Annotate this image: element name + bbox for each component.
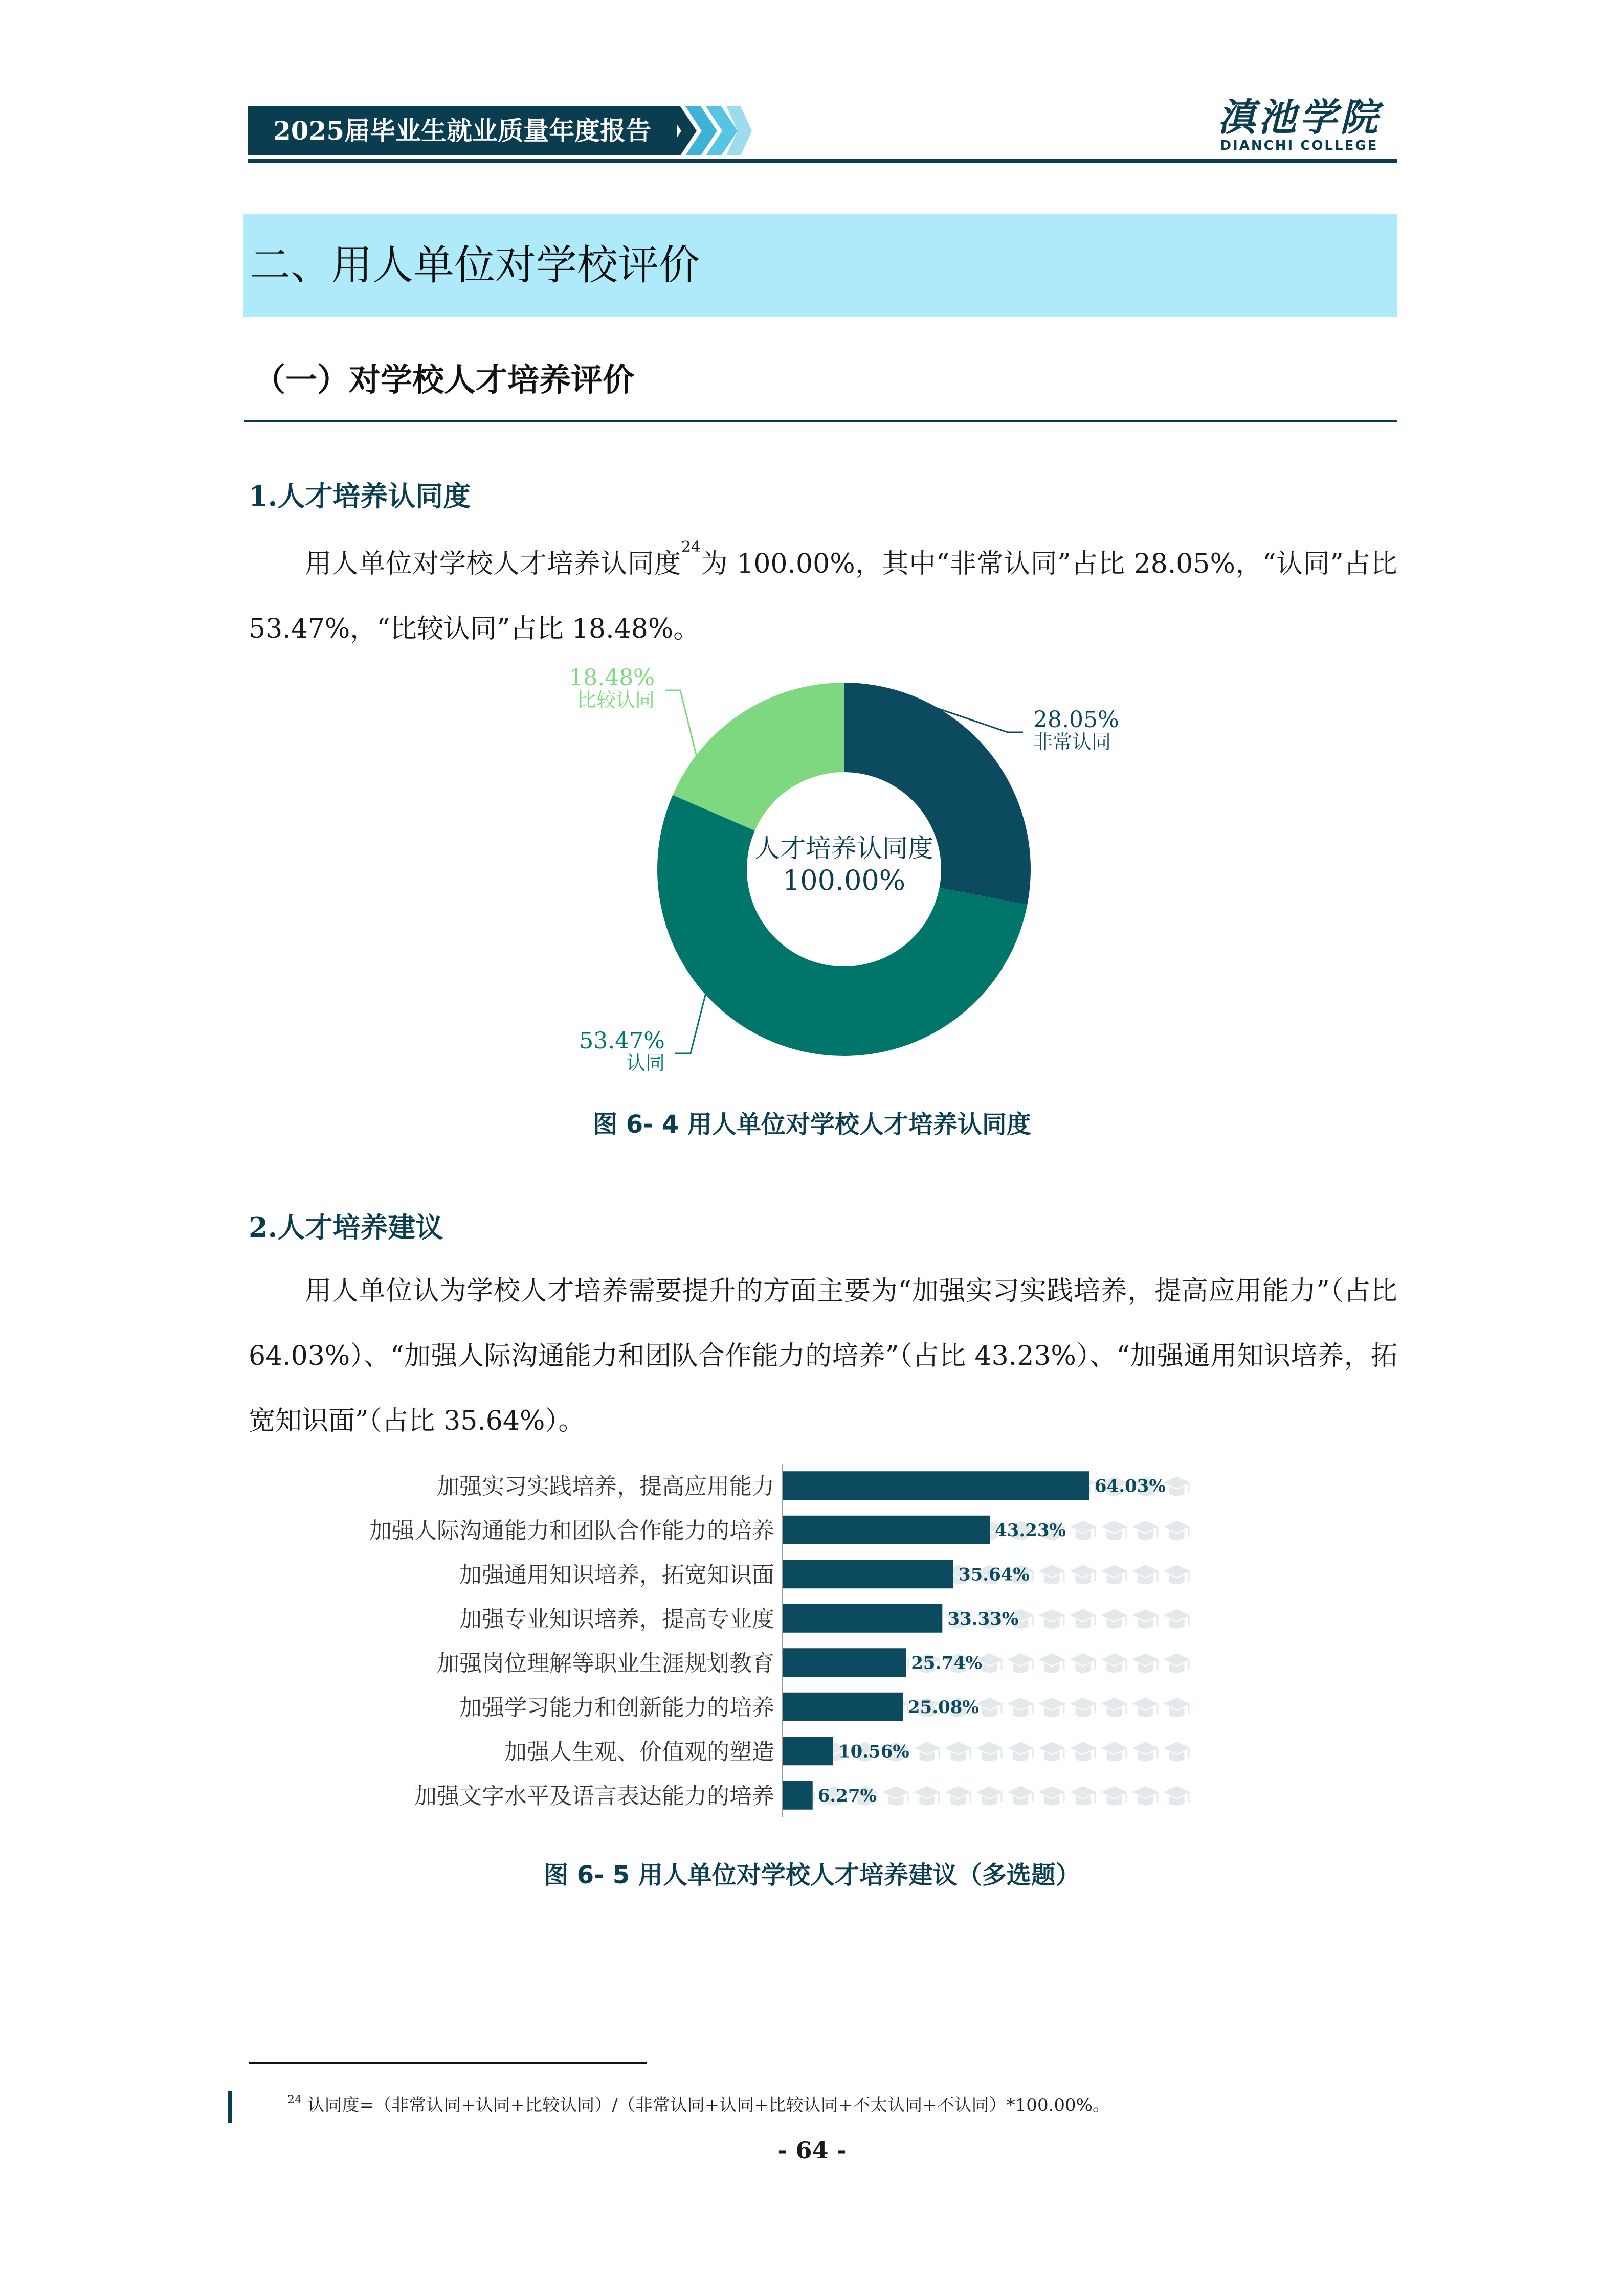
donut-chart	[563, 660, 1125, 1084]
graduation-cap-icon	[1132, 1653, 1159, 1673]
subsection-title: （一）对学校人才培养评价	[254, 361, 635, 398]
footnote-marker	[228, 2091, 232, 2123]
graduation-cap-icon	[1132, 1742, 1159, 1761]
bar-category-label-7: 加强人生观、价值观的塑造	[504, 1739, 774, 1765]
graduation-cap-icon	[914, 1786, 941, 1806]
donut-value-label-1: 28.05%	[1033, 707, 1119, 733]
chevron-arrows-icon	[665, 106, 752, 155]
graduation-cap-icon	[1164, 1476, 1190, 1496]
footnote	[287, 2092, 1110, 2118]
graduation-cap-icon	[1070, 1653, 1097, 1673]
bar-value-label-8: 6.27%	[817, 1785, 877, 1806]
graduation-cap-icon	[1164, 1609, 1190, 1629]
graduation-cap-icon	[1008, 1653, 1034, 1673]
bar-value-label-7: 10.56%	[838, 1741, 909, 1762]
graduation-cap-icon	[1132, 1609, 1159, 1629]
graduation-cap-icon	[1101, 1653, 1128, 1673]
graduation-cap-icon	[1164, 1698, 1190, 1717]
graduation-cap-icon	[976, 1786, 1003, 1806]
graduation-cap-icon	[976, 1698, 1003, 1717]
graduation-cap-icon	[1039, 1565, 1065, 1584]
graduation-cap-icon	[1070, 1609, 1097, 1629]
graduation-cap-icon	[1008, 1786, 1034, 1806]
donut-center-value: 100.00%	[782, 864, 906, 896]
graduation-cap-icon	[1070, 1786, 1097, 1806]
graduation-cap-icon	[1132, 1521, 1159, 1540]
bar-value-label-2: 43.23%	[995, 1520, 1066, 1541]
graduation-cap-icon	[1101, 1521, 1128, 1540]
part1-text-a: 用人单位对学校人才培养认同度	[305, 549, 681, 579]
part2-paragraph: 用人单位认为学校人才培养需要提升的方面主要为“加强实习实践培养，提高应用能力”（占比 64.03%）、“加强人际沟通能力和团队合作能力的培养”（占比 43.23%）、“加强通用知识培养，拓宽知识面”（占比 35.64%）。	[249, 1276, 1397, 1436]
graduation-cap-icon	[1039, 1653, 1065, 1673]
graduation-cap-icon	[1101, 1609, 1128, 1629]
part1-text-b: 为 100.00%，其中“非常认同”占比 28.05%，“认同”占比 53.47%，“比较认同”占比 18.48%。	[249, 549, 1397, 644]
section-title: 二、用人单位对学校评价	[250, 241, 700, 289]
graduation-cap-icon	[1070, 1521, 1097, 1540]
donut-category-label-2: 认同	[626, 1052, 665, 1074]
graduation-cap-icon	[1101, 1742, 1128, 1761]
graduation-cap-icon	[1132, 1698, 1159, 1717]
graduation-cap-icon	[1070, 1565, 1097, 1584]
donut-leader-3	[665, 690, 698, 760]
subsection-rule	[244, 420, 1397, 422]
graduation-cap-icon	[1039, 1786, 1065, 1806]
footnote-rule	[249, 2062, 647, 2064]
page-number: - 64 -	[777, 2136, 847, 2164]
header-rule	[248, 159, 1397, 163]
bar-7	[783, 1737, 833, 1765]
footnote-number: 24	[287, 2094, 302, 2106]
bar-4	[783, 1604, 942, 1633]
graduation-cap-icon	[1008, 1698, 1034, 1717]
donut-category-label-3: 比较认同	[576, 689, 655, 711]
bar-6	[783, 1693, 903, 1721]
college-logo	[1197, 96, 1401, 152]
graduation-cap-icon	[976, 1742, 1003, 1761]
bar-category-label-3: 加强通用知识培养，拓宽知识面	[459, 1562, 774, 1588]
graduation-cap-icon	[1164, 1653, 1190, 1673]
figure2-caption: 图 6- 5 用人单位对学校人才培养建议（多选题）	[544, 1861, 1080, 1889]
graduation-cap-icon	[1070, 1742, 1097, 1761]
graduation-cap-icon	[1101, 1786, 1128, 1806]
bar-3	[783, 1560, 953, 1588]
part1-paragraph	[249, 532, 1397, 662]
graduation-cap-icon	[945, 1786, 972, 1806]
graduation-cap-icon	[883, 1786, 909, 1806]
bar-category-label-2: 加强人际沟通能力和团队合作能力的培养	[369, 1517, 774, 1544]
graduation-cap-icon	[1039, 1742, 1065, 1761]
report-title: 2025届毕业生就业质量年度报告	[273, 116, 652, 146]
bar-1	[783, 1471, 1089, 1500]
donut-value-label-2: 53.47%	[579, 1028, 665, 1054]
figure1-caption: 图 6- 4 用人单位对学校人才培养认同度	[593, 1110, 1031, 1139]
graduation-cap-icon	[1039, 1698, 1065, 1717]
bar-value-label-3: 35.64%	[958, 1564, 1030, 1585]
graduation-cap-icon	[1008, 1742, 1034, 1761]
donut-value-label-3: 18.48%	[569, 665, 655, 691]
bar-value-label-5: 25.74%	[911, 1653, 982, 1674]
bar-value-label-4: 33.33%	[947, 1608, 1019, 1629]
part1-heading: 1.人才培养认同度	[249, 480, 471, 512]
graduation-cap-icon	[945, 1742, 972, 1761]
bar-chart	[286, 1457, 1207, 1826]
logo-chinese-name: 滇池学院	[1217, 96, 1381, 140]
bar-2	[783, 1516, 990, 1544]
bar-5	[783, 1648, 906, 1677]
graduation-cap-icon	[1101, 1698, 1128, 1717]
graduation-cap-icon	[1132, 1786, 1159, 1806]
graduation-cap-icon	[1039, 1609, 1065, 1629]
graduation-cap-icon	[1101, 1565, 1128, 1584]
bar-category-label-4: 加强专业知识培养，提高专业度	[459, 1606, 774, 1632]
graduation-cap-icon	[1164, 1742, 1190, 1761]
footnote-ref: 24	[681, 538, 701, 556]
bar-category-label-1: 加强实习实践培养，提高应用能力	[437, 1473, 774, 1500]
graduation-cap-icon	[914, 1742, 941, 1761]
graduation-cap-icon	[1164, 1786, 1190, 1806]
bar-value-label-6: 25.08%	[908, 1697, 979, 1718]
graduation-cap-icon	[1164, 1565, 1190, 1584]
donut-category-label-1: 非常认同	[1033, 731, 1111, 753]
bar-category-label-6: 加强学习能力和创新能力的培养	[459, 1694, 774, 1721]
logo-english-name: DIANCHI COLLEGE	[1220, 138, 1378, 153]
footnote-text: 认同度=（非常认同+认同+比较认同）/（非常认同+认同+比较认同+不太认同+不认同）*100.00%。	[302, 2095, 1110, 2115]
graduation-cap-icon	[1164, 1521, 1190, 1540]
bar-8	[783, 1781, 813, 1810]
bar-category-label-5: 加强岗位理解等职业生涯规划教育	[437, 1650, 774, 1677]
bar-value-label-1: 64.03%	[1095, 1476, 1166, 1497]
graduation-cap-icon	[1132, 1565, 1159, 1584]
graduation-cap-icon	[1070, 1698, 1097, 1717]
part2-heading: 2.人才培养建议	[249, 1211, 443, 1244]
donut-center-label: 人才培养认同度	[754, 834, 933, 863]
bar-category-label-8: 加强文字水平及语言表达能力的培养	[414, 1783, 774, 1809]
donut-leader-2	[675, 989, 707, 1053]
